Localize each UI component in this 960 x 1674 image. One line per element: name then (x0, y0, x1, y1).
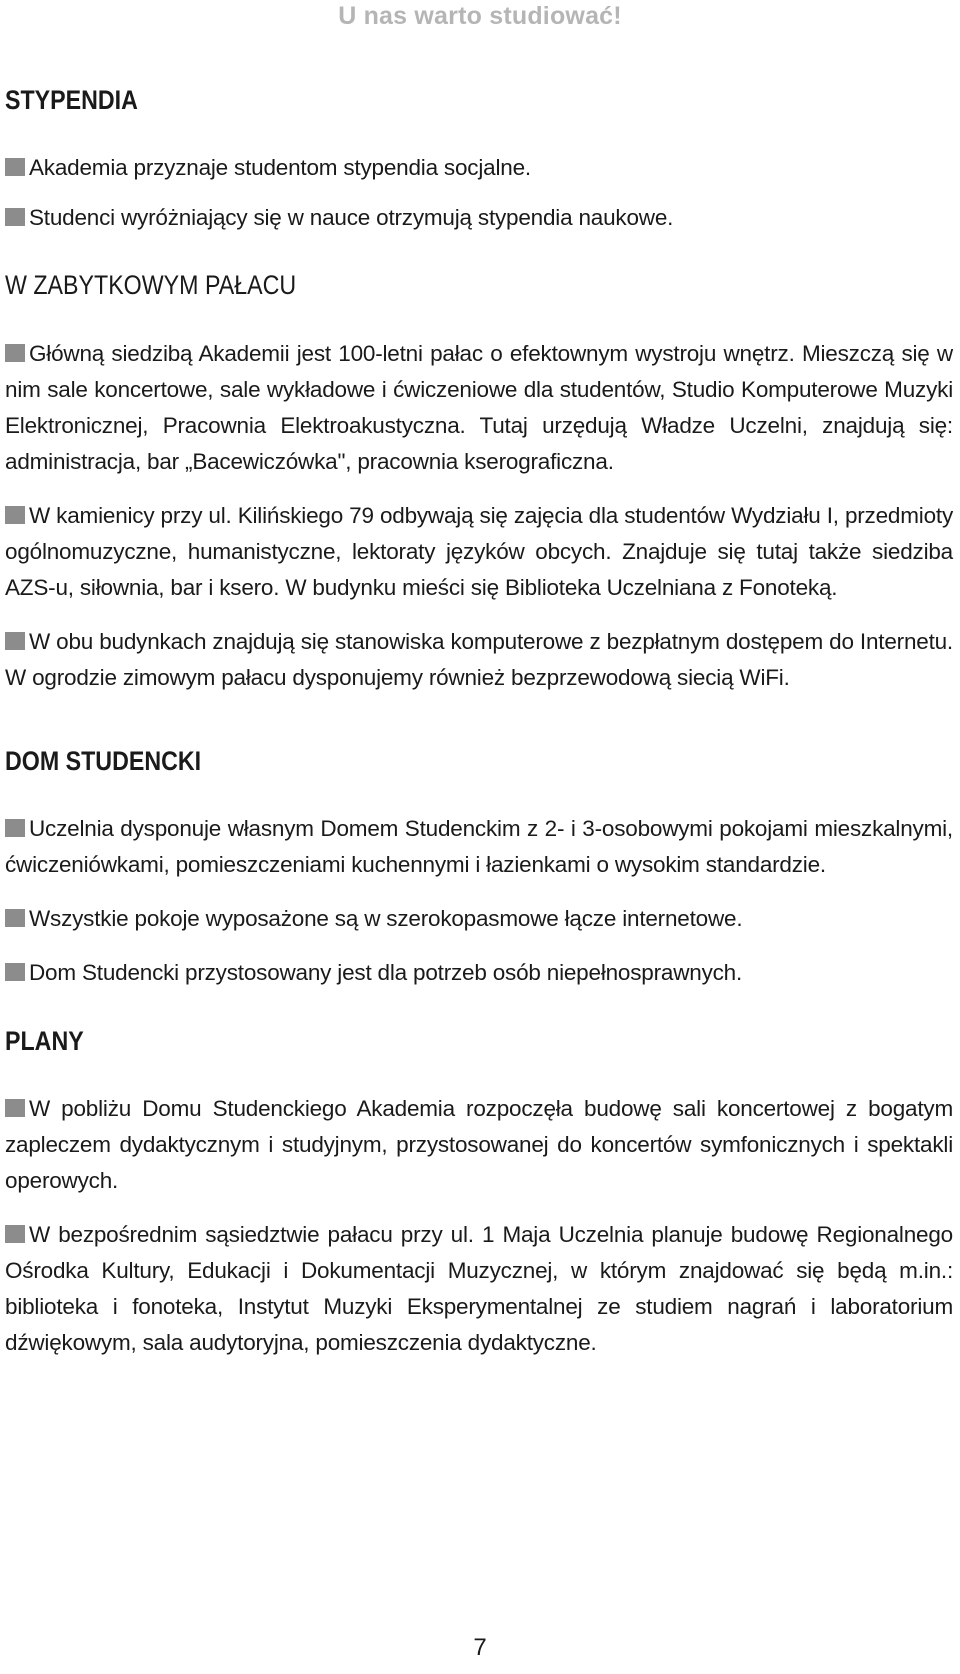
bullet-square-icon (5, 632, 25, 650)
paragraph: W pobliżu Domu Studenckiego Akademia rozpoczęła budowę sali koncertowej z bogatym zapleczem dydaktycznym i studyjnym, przystosowanej do koncertów symfonicznych i spektakli operowych. (5, 1096, 953, 1193)
bullet-square-icon (5, 909, 25, 927)
document-body (5, 80, 953, 1361)
paragraph: Akademia przyznaje studentom stypendia socjalne. (5, 150, 953, 186)
bullet-square-icon (5, 963, 25, 981)
paragraph: Studenci wyróżniający się w nauce otrzymują stypendia naukowe. (5, 200, 953, 236)
section-heading-palac: W ZABYTKOWYM PAŁACU (5, 270, 297, 300)
paragraph: Wszystkie pokoje wyposażone są w szerokopasmowe łącze internetowe. (5, 901, 953, 937)
bullet-square-icon (5, 1225, 25, 1243)
paragraph: Dom Studencki przystosowany jest dla potrzeb osób niepełnosprawnych. (5, 955, 953, 991)
paragraph: Główną siedzibą Akademii jest 100-letni pałac o efektownym wystroju wnętrz. Mieszczą się w nim sale koncertowe, sale wykładowe i ćwiczeniowe dla studentów, Studio Komputerowe Muzyki Elektronicznej, Pracownia Elektroakustyczna. Tutaj urzędują Władze Uczelni, znajdują się: administracja, bar „Bacewiczówka", pracownia kserograficzna. (5, 341, 953, 474)
paragraph: W obu budynkach znajdują się stanowiska komputerowe z bezpłatnym dostępem do Internetu. W ogrodzie zimowym pałacu dysponujemy również bezprzewodową siecią WiFi. (5, 629, 953, 690)
page-header-title: U nas warto studiować! (338, 2, 622, 30)
section-heading-dom-studencki: DOM STUDENCKI (5, 746, 202, 776)
paragraph: W bezpośrednim sąsiedztwie pałacu przy ul. 1 Maja Uczelnia planuje budowę Regionalnego Ośrodka Kultury, Edukacji i Dokumentacji Muzycznej, w którym znajdować się będą m.in.: biblioteka i fonoteka, Instytut Muzyki Eksperymentalnej ze studiem nagrań i laboratorium dźwiękowym, sala audytoryjna, pomieszczenia dydaktyczne. (5, 1222, 953, 1355)
bullet-square-icon (5, 344, 25, 362)
bullet-square-icon (5, 1099, 25, 1117)
section-heading-stypendia: STYPENDIA (5, 85, 138, 115)
page-number: 7 (473, 1634, 487, 1661)
paragraph: W kamienicy przy ul. Kilińskiego 79 odbywają się zajęcia dla studentów Wydziału I, przedmioty ogólnomuzyczne, humanistyczne, lektoraty języków obcych. Znajduje się tutaj także siedziba AZS-u, siłownia, bar i ksero. W budynku mieści się Biblioteka Uczelniana z Fonoteką. (5, 503, 953, 600)
bullet-square-icon (5, 158, 25, 176)
section-heading-plany: PLANY (5, 1026, 84, 1056)
bullet-square-icon (5, 506, 25, 524)
paragraph: Uczelnia dysponuje własnym Domem Studenckim z 2- i 3-osobowymi pokojami mieszkalnymi, ćwiczeniówkami, pomieszczeniami kuchennymi i łazienkami o wysokim standardzie. (5, 816, 953, 877)
bullet-square-icon (5, 819, 25, 837)
bullet-square-icon (5, 208, 25, 226)
